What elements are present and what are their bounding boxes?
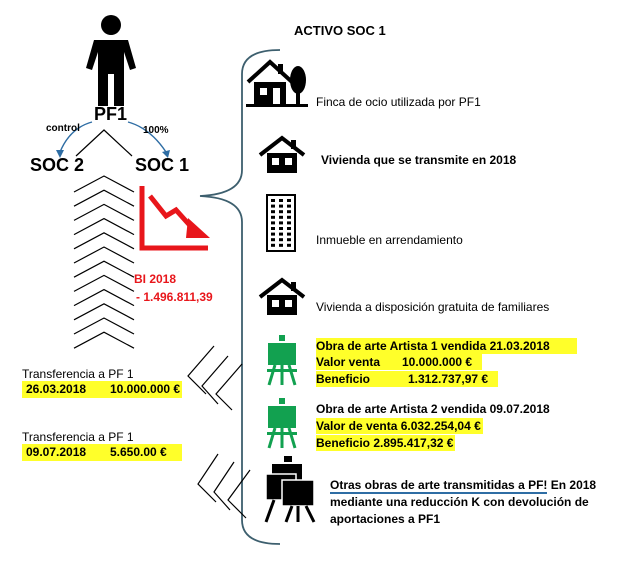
- asset-text-3: Inmueble en arrendamiento: [316, 233, 463, 247]
- link-pct-label: 100%: [143, 125, 169, 136]
- art3-line1-link: Otras obras de arte transmitidas a PF!: [330, 478, 548, 492]
- asset-text-4: Vivienda a disposición gratuita de familiares: [316, 300, 550, 314]
- soc2-label: SOC 2: [30, 155, 85, 175]
- transfer1-amount: 10.000.000 €: [110, 382, 181, 396]
- art2-title: Obra de arte Artista 2 vendida 09.07.2018: [316, 402, 550, 416]
- art1-profit-value: 1.312.737,97 €: [408, 372, 489, 386]
- art1-sale-label: Valor venta: [316, 355, 381, 369]
- asset-text-2: Vivienda que se transmite en 2018: [321, 153, 517, 167]
- house-icon: [258, 135, 306, 175]
- transfer2-date: 09.07.2018: [26, 445, 87, 459]
- art3-line2: mediante una reducción K con devolución de: [330, 495, 589, 509]
- transfer-marks-1: [188, 346, 242, 410]
- link-control-label: control: [46, 123, 80, 134]
- page-title: ACTIVO SOC 1: [294, 23, 386, 38]
- art3-line3: aportaciones a PF1: [330, 512, 441, 526]
- art2-profit: Beneficio 2.895.417,32 €: [316, 436, 454, 450]
- house-icon: [258, 277, 306, 317]
- art1-sale-value: 10.000.000 €: [402, 355, 473, 369]
- chevron: [76, 130, 132, 156]
- art1-profit-label: Beneficio: [316, 372, 371, 386]
- declining-chart-icon: [138, 184, 218, 256]
- easel-icon: [265, 398, 299, 450]
- bi-value: - 1.496.811,39: [136, 290, 213, 304]
- asset-text-1: Finca de ocio utilizada por PF1: [316, 95, 481, 109]
- person-label: PF1: [94, 104, 128, 124]
- transfer2-title: Transferencia a PF 1: [22, 430, 134, 444]
- art1-sale-row: [316, 354, 482, 370]
- easel-icon: [265, 335, 299, 387]
- art1-profit-row: [316, 371, 498, 387]
- transfer2-amount: 5.650.00 €: [110, 445, 167, 459]
- building-icon: [263, 193, 299, 253]
- art1-title: Obra de arte Artista 1 vendida 21.03.2018: [316, 338, 577, 354]
- transfer1-date: 26.03.2018: [26, 382, 87, 396]
- soc1-label: SOC 1: [135, 155, 190, 175]
- art2-sale: Valor de venta 6.032.254,04 €: [316, 419, 481, 433]
- transfer2-row: [22, 444, 182, 461]
- transfer1-title: Transferencia a PF 1: [22, 367, 134, 381]
- chevron: [74, 332, 134, 348]
- person-icon: [78, 14, 144, 110]
- art3-line1: Otras obras de arte transmitidas a PF! En 2018: [330, 478, 597, 492]
- transfer1-row: [22, 381, 182, 398]
- house-with-tree-icon: [246, 58, 308, 108]
- bi-title: BI 2018: [134, 272, 177, 286]
- multiple-easels-icon: [262, 456, 318, 524]
